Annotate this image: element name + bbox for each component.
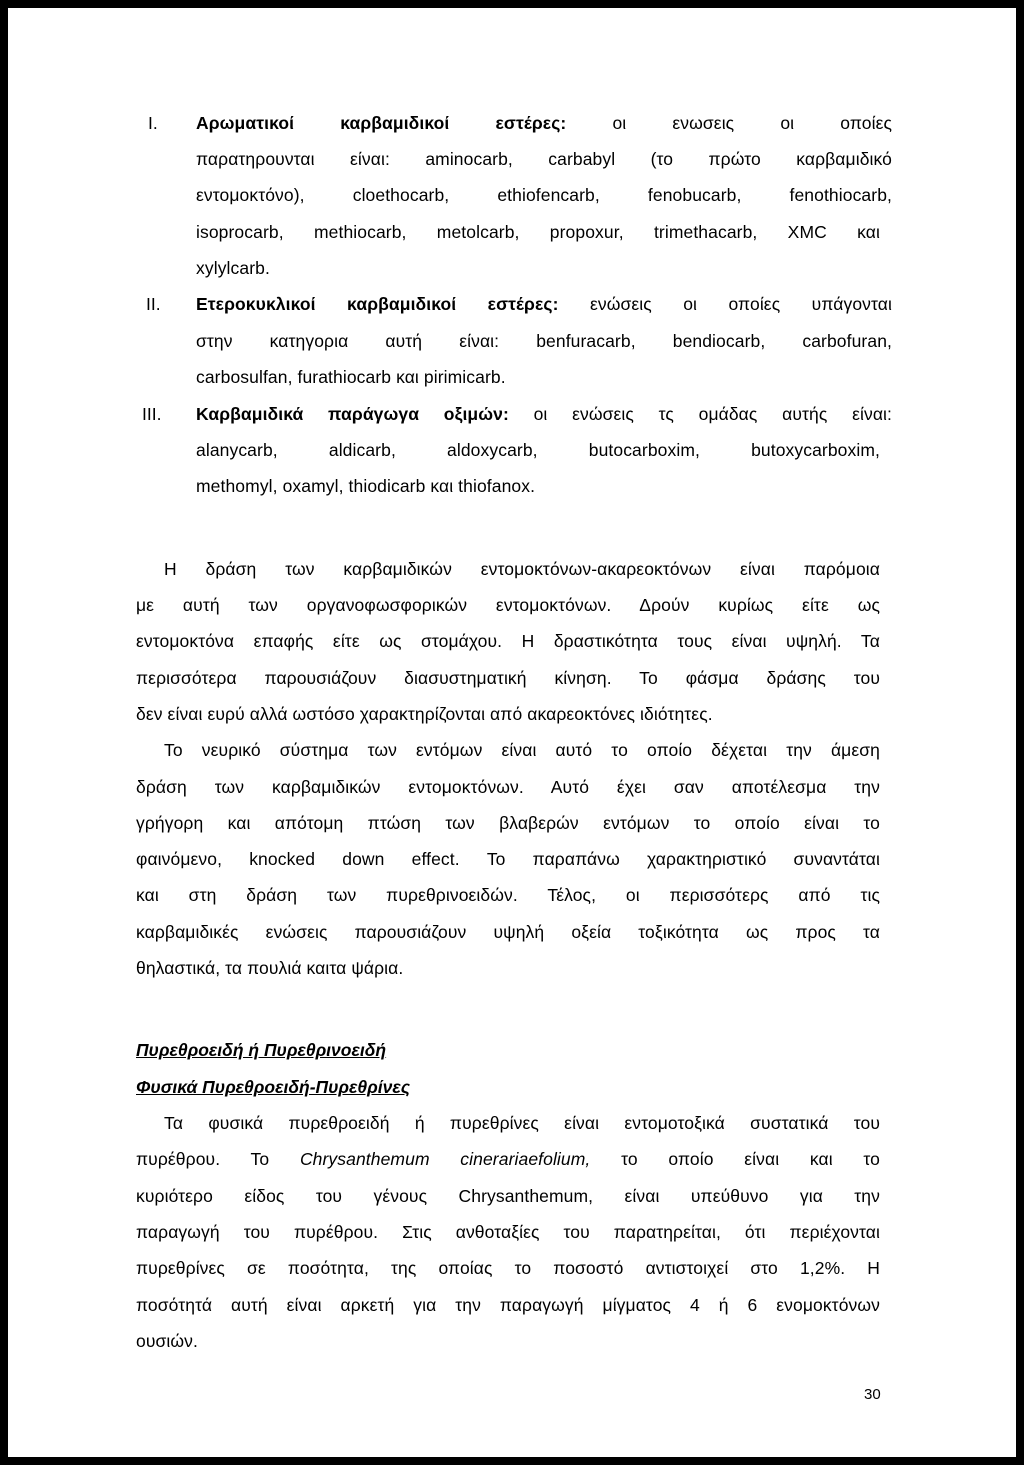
list-item-ii-title: Ετεροκυκλικοί καρβαμιδικοί εστέρες: <box>196 294 559 314</box>
list-numeral-ii: II. <box>146 294 161 314</box>
paragraph3-line2 <box>136 1148 880 1170</box>
list-item-ii-line1-text: ενώσεις οι οποίες υπάγονται <box>589 294 892 314</box>
paragraph3-line6: ποσότητά αυτή είναι αρκετή για την παραγωγή μίγματος 4 ή 6 ενομοκτόνων <box>136 1295 880 1315</box>
list-item-iii-line2: alanycarb, aldicarb, aldoxycarb, butocarboxim, butoxycarboxim, <box>196 440 880 460</box>
section-heading: Πυρεθροειδή ή Πυρεθρινοειδή <box>136 1040 387 1060</box>
paragraph1-line5: δεν είναι ευρύ αλλά ωστόσο χαρακτηρίζονται από ακαρεοκτόνες ιδιότητες. <box>136 704 713 724</box>
paragraph1-line4: περισσότερα παρουσιάζουν διασυστηματική κίνηση. Το φάσμα δράσης του <box>136 668 880 688</box>
list-item-iii-title: Καρβαμιδικά παράγωγα οξιμών: <box>196 404 509 424</box>
list-numeral-i: I. <box>148 113 158 133</box>
page-number: 30 <box>864 1386 881 1403</box>
list-item-i-title: Αρωματικοί καρβαμιδικοί εστέρες: <box>196 113 567 133</box>
paragraph3-line4: παραγωγή του πυρέθρου. Στις ανθοταξίες του παρατηρείται, ότι περιέχονται <box>136 1222 880 1242</box>
list-item-ii-line3: carbosulfan, furathiocarb και pirimicarb. <box>196 367 506 387</box>
species-name: Chrysanthemum cinerariaefolium, <box>299 1149 591 1169</box>
paragraph1-line2: με αυτή των οργανοφωσφορικών εντομοκτόνων. Δρούν κυρίως είτε ως <box>136 595 880 615</box>
paragraph3-line2-start: πυρέθρου. Το <box>136 1149 270 1169</box>
paragraph1-line3: εντομοκτόνα επαφής είτε ως στομάχου. Η δραστικότητα τους είναι υψηλή. Τα <box>136 631 880 651</box>
paragraph2-line4: φαινόμενο, knocked down effect. Το παραπάνω χαρακτηριστικό συναντάται <box>136 849 880 869</box>
paragraph3-line5: πυρεθρίνες σε ποσότητα, της οποίας το ποσοστό αντιστοιχεί στο 1,2%. Η <box>136 1258 880 1278</box>
paragraph3-line7: ουσιών. <box>136 1331 198 1351</box>
paragraph2-line7: θηλαστικά, τα πουλιά καιτα ψάρια. <box>136 958 404 978</box>
paragraph3-line2-end: το οποίο είναι και το <box>621 1149 881 1169</box>
paragraph2-line3: γρήγορη και απότομη πτώση των βλαβερών εντόμων το οποίο είναι το <box>136 813 880 833</box>
list-item-i-line1-text: οι ενωσεις οι οποίες <box>612 113 893 133</box>
paragraph2-line2: δράση των καρβαμιδικών εντομοκτόνων. Αυτό έχει σαν αποτέλεσμα την <box>136 777 880 797</box>
paragraph2-line5: και στη δράση των πυρεθρινοειδών. Τέλος, οι περισσότερς από τις <box>136 885 880 905</box>
paragraph3-line1: Τα φυσικά πυρεθροειδή ή πυρεθρίνες είναι εντομοτοξικά συστατικά του <box>164 1113 880 1133</box>
list-item-ii-line1 <box>196 293 892 315</box>
paragraph1-line1: Η δράση των καρβαμιδικών εντομοκτόνων-ακαρεοκτόνων είναι παρόμοια <box>164 559 880 579</box>
list-item-i-line3: εντομοκτόνο), cloethocarb, ethiofencarb, fenobucarb, fenothiocarb, <box>196 185 892 205</box>
paragraph3-line3: κυριότερο είδος του γένους Chrysanthemum, είναι υπεύθυνο για την <box>136 1186 880 1206</box>
paragraph2-line1: Το νευρικό σύστημα των εντόμων είναι αυτό το οποίο δέχεται την άμεση <box>164 740 880 760</box>
list-numeral-iii: III. <box>142 404 162 424</box>
list-item-i-line4: isoprocarb, methiocarb, metolcarb, propoxur, trimethacarb, XMC και <box>196 222 880 242</box>
list-item-iii-line1-text: οι ενώσεις τς ομάδας αυτής είναι: <box>533 404 892 424</box>
list-item-iii-line1 <box>196 403 892 425</box>
list-item-ii-line2: στην κατηγορια αυτή είναι: benfuracarb, bendiocarb, carbofuran, <box>196 331 892 351</box>
list-item-i-line2: παρατηρουνται είναι: aminocarb, carbabyl (το πρώτο καρβαμιδικό <box>196 149 892 169</box>
document-page <box>8 8 1016 1457</box>
list-item-i-line5: xylylcarb. <box>196 258 270 278</box>
subsection-heading: Φυσικά Πυρεθροειδή-Πυρεθρίνες <box>136 1077 411 1097</box>
list-item-i-line1 <box>196 112 892 134</box>
list-item-iii-line3: methomyl, oxamyl, thiodicarb και thiofanox. <box>196 476 536 496</box>
paragraph2-line6: καρβαμιδικές ενώσεις παρουσιάζουν υψηλή οξεία τοξικότητα ως προς τα <box>136 922 880 942</box>
